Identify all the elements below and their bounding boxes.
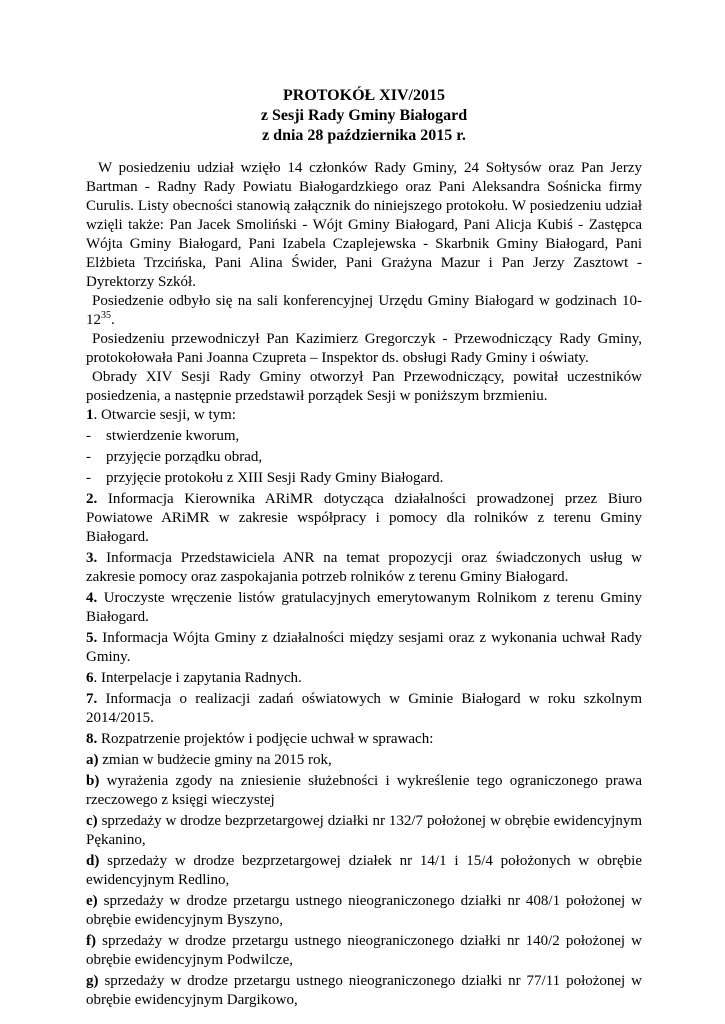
title-line-1: PROTOKÓŁ XIV/2015: [283, 87, 445, 104]
agenda-subitem-d: [86, 852, 642, 890]
dash-marker: -: [86, 449, 91, 465]
agenda-list: [86, 406, 642, 1010]
agenda-item-text: Informacja Kierownika ARiMR dotycząca działalności prowadzonej przez Biuro Powiatowe ARiMR w zakresie współpracy i pomocy dla rolników z terenu Gminy Białogard.: [86, 491, 642, 545]
document-title: [86, 86, 642, 146]
subitem-letter: a): [86, 752, 99, 768]
subitem-text: sprzedaży w drodze przetargu ustnego nieograniczonego działki nr 408/1 położonej w obrębie ewidencyjnym Byszyno,: [86, 893, 642, 928]
agenda-item-4: [86, 589, 642, 627]
agenda-item-text: Informacja Wójta Gminy z działalności między sesjami oraz z wykonania uchwał Rady Gminy.: [86, 630, 642, 665]
intro-paragraph-chair: Posiedzeniu przewodniczył Pan Kazimierz Gregorczyk - Przewodniczący Rady Gminy, protokołowała Pani Joanna Czupreta – Inspektor ds. obsługi Rady Gminy i oświaty.: [86, 331, 642, 366]
agenda-item-text: . Otwarcie sesji, w tym:: [93, 407, 236, 423]
agenda-subitem-a: [86, 751, 642, 770]
intro-paragraph-opening: Obrady XIV Sesji Rady Gminy otworzył Pan Przewodniczący, powitał uczestników posiedzenia, a następnie przedstawił porządek Sesji w poniższym brzmieniu.: [86, 369, 642, 404]
subitem-letter: b): [86, 773, 100, 789]
agenda-item-number: 5.: [86, 630, 98, 646]
subitem-letter: c): [86, 813, 98, 829]
subitem-letter: e): [86, 893, 98, 909]
agenda-item-5: [86, 629, 642, 667]
agenda-subitem-b: [86, 772, 642, 810]
subitem-letter: d): [86, 853, 100, 869]
agenda-item-number: 1: [86, 407, 94, 423]
subitem-text: wyrażenia zgody na zniesienie służebności i wykreślenie tego ograniczonego prawa rzeczowego z księgi wieczystej: [86, 773, 642, 808]
title-line-3: z dnia 28 października 2015 r.: [262, 127, 466, 144]
intro-paragraph-attendance: W posiedzeniu udział wzięło 14 członków Rady Gminy, 24 Sołtysów oraz Pan Jerzy Bartman - Radny Rady Powiatu Białogardzkiego oraz Pani Aleksandra Sośnicka firmy Curulis. Listy obecności stanowią załącznik do niniejszego protokołu. W posiedzeniu udział wzięli także: Pan Jacek Smoliński - Wójt Gminy Białogard, Pani Alicja Kubiś - Zastępca Wójta Gminy Białogard, Pani Izabela Czaplejewska - Skarbnik Gminy Białogard, Pani Elżbieta Trzcińska, Pani Alina Świder, Pani Grażyna Mazur i Pan Jerzy Zasztowt - Dyrektorzy Szkół.: [86, 160, 642, 290]
agenda-item-text: Informacja o realizacji zadań oświatowych w Gminie Białogard w roku szkolnym 2014/2015.: [86, 691, 642, 726]
agenda-subitem-e: [86, 892, 642, 930]
subitem-letter: f): [86, 933, 96, 949]
agenda-subitem: [86, 469, 642, 488]
agenda-item-number: 3.: [86, 550, 98, 566]
agenda-subitem-g: [86, 972, 642, 1010]
agenda-subitem-f: [86, 932, 642, 970]
subitem-text: przyjęcie protokołu z XIII Sesji Rady Gminy Białogard.: [106, 470, 444, 486]
agenda-item-1: [86, 406, 642, 425]
agenda-item-6: [86, 669, 642, 688]
agenda-item-3: [86, 549, 642, 587]
location-end: .: [111, 312, 115, 328]
agenda-item-text: Uroczyste wręczenie listów gratulacyjnych emerytowanym Rolnikom z terenu Gminy Białogard.: [86, 590, 642, 625]
title-line-2: z Sesji Rady Gminy Białogard: [260, 107, 468, 124]
agenda-item-number: 8.: [86, 731, 98, 747]
agenda-item-8: [86, 730, 642, 749]
subitem-text: sprzedaży w drodze przetargu ustnego nieograniczonego działki nr 77/11 położonej w obrębie ewidencyjnym Dargikowo,: [86, 973, 642, 1008]
agenda-item-text: Informacja Przedstawiciela ANR na temat propozycji oraz świadczonych usług w zakresie pomocy oraz zaspokajania potrzeb rolników z terenu Gminy Białogard.: [86, 550, 642, 585]
dash-marker: -: [86, 428, 91, 444]
agenda-item-2: [86, 490, 642, 547]
subitem-text: sprzedaży w drodze bezprzetargowej działek nr 14/1 i 15/4 położonych w obrębie ewidencyjnym Redlino,: [86, 853, 642, 888]
dash-marker: -: [86, 470, 91, 486]
subitem-text: stwierdzenie kworum,: [106, 428, 240, 444]
intro-paragraph-location: [86, 292, 642, 330]
subitem-text: przyjęcie porządku obrad,: [106, 449, 263, 465]
time-superscript: 35: [101, 310, 111, 321]
subitem-letter: g): [86, 973, 99, 989]
agenda-subitem: [86, 448, 642, 467]
subitem-text: sprzedaży w drodze przetargu ustnego nieograniczonego działki nr 140/2 położonej w obrębie ewidencyjnym Podwilcze,: [86, 933, 642, 968]
agenda-item-text: . Interpelacje i zapytania Radnych.: [93, 670, 302, 686]
agenda-item-number: 2.: [86, 491, 98, 507]
document-page: [86, 86, 642, 1012]
subitem-text: sprzedaży w drodze bezprzetargowej działki nr 132/7 położonej w obrębie ewidencyjnym Pękanino,: [86, 813, 642, 848]
subitem-text: zmian w budżecie gminy na 2015 rok,: [98, 752, 332, 768]
agenda-item-text: Rozpatrzenie projektów i podjęcie uchwał w sprawach:: [97, 731, 434, 747]
agenda-item-number: 4.: [86, 590, 98, 606]
agenda-item-7: [86, 690, 642, 728]
agenda-subitem-c: [86, 812, 642, 850]
agenda-subitem: [86, 427, 642, 446]
agenda-item-number: 6: [86, 670, 94, 686]
location-text: Posiedzenie odbyło się na sali konferencyjnej Urzędu Gminy Białogard w godzinach 10-12: [86, 293, 642, 328]
agenda-item-number: 7.: [86, 691, 98, 707]
